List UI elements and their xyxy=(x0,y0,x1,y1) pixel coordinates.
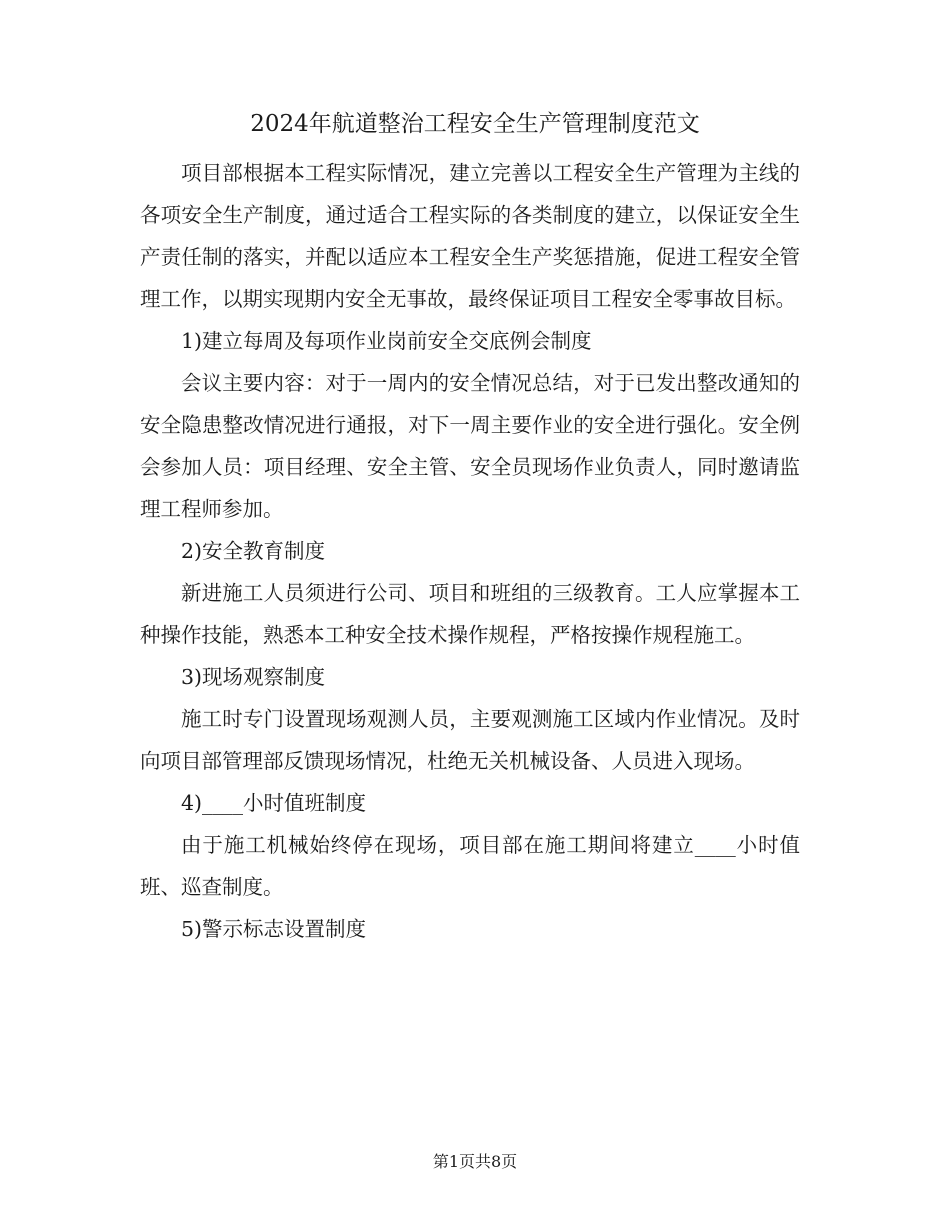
intro-paragraph: 项目部根据本工程实际情况，建立完善以工程安全生产管理为主线的各项安全生产制度，通过适合工程实际的各类制度的建立，以保证安全生产责任制的落实，并配以适应本工程安全生产奖惩措施，促进工程安全管理工作，以期实现期内安全无事故，最终保证项目工程安全零事故目标。 xyxy=(140,161,800,311)
document-title: 2024年航道整治工程安全生产管理制度范文 xyxy=(250,111,700,137)
section-paragraph-2: 新进施工人员须进行公司、项目和班组的三级教育。工人应掌握本工种操作技能，熟悉本工种安全技术操作规程，严格按操作规程施工。 xyxy=(140,581,800,647)
section-paragraph-4: 由于施工机械始终停在现场，项目部在施工期间将建立____小时值班、巡查制度。 xyxy=(140,833,800,899)
section-heading-4: 4)____小时值班制度 xyxy=(181,791,367,815)
document-body xyxy=(140,152,800,950)
section-heading-3: 3)现场观察制度 xyxy=(181,665,326,689)
section-heading-5: 5)警示标志设置制度 xyxy=(181,917,367,941)
section-paragraph-1: 会议主要内容：对于一周内的安全情况总结，对于已发出整改通知的安全隐患整改情况进行通报，对下一周主要作业的安全进行强化。安全例会参加人员：项目经理、安全主管、安全员现场作业负责人，同时邀请监理工程师参加。 xyxy=(140,371,800,521)
page-number-footer: 第1页共8页 xyxy=(432,1152,518,1171)
section-heading-2: 2)安全教育制度 xyxy=(181,539,326,563)
section-paragraph-3: 施工时专门设置现场观测人员，主要观测施工区域内作业情况。及时向项目部管理部反馈现场情况，杜绝无关机械设备、人员进入现场。 xyxy=(140,707,800,773)
section-heading-1: 1)建立每周及每项作业岗前安全交底例会制度 xyxy=(181,329,592,353)
